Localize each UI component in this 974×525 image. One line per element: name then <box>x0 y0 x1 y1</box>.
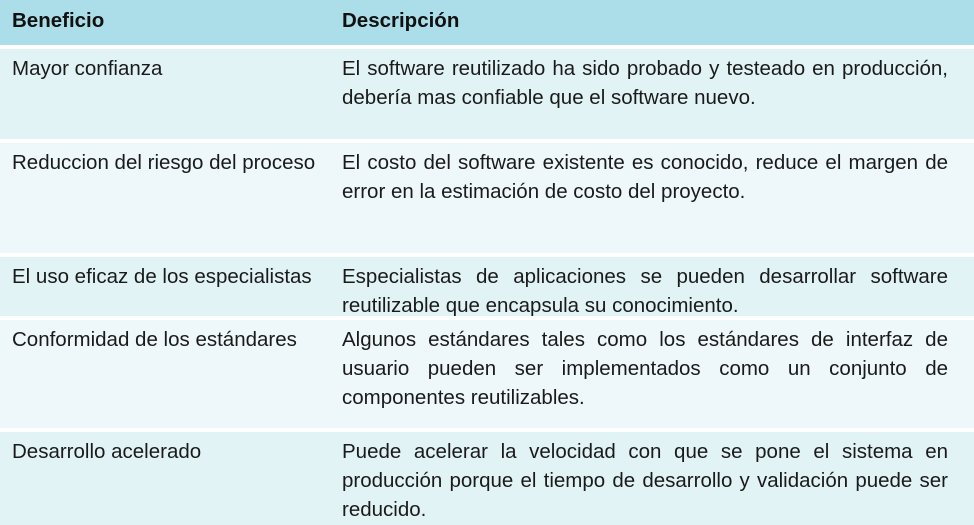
row-1-descripcion: El software reutilizado ha sido probado y testeado en producción, debería mas confiable que el software nuevo. <box>336 49 974 143</box>
row-4-beneficio: Conformidad de los estándares <box>0 320 336 432</box>
row-2-descripcion: El costo del software existente es conocido, reduce el margen de error en la estimación de costo del proyecto. <box>336 143 974 257</box>
row-3-descripcion: Especialistas de aplicaciones se pueden desarrollar software reutilizable que encapsula su conocimiento. <box>336 257 974 320</box>
row-4-descripcion: Algunos estándares tales como los estándares de interfaz de usuario pueden ser implementados como un conjunto de componentes reutilizables. <box>336 320 974 432</box>
row-3-beneficio: El uso eficaz de los especialistas <box>0 257 336 320</box>
row-5-descripcion: Puede acelerar la velocidad con que se pone el sistema en producción porque el tiempo de desarrollo y validación puede ser reducido. <box>336 432 974 525</box>
row-2-beneficio: Reduccion del riesgo del proceso <box>0 143 336 257</box>
row-1-beneficio: Mayor confianza <box>0 49 336 143</box>
row-5-beneficio: Desarrollo acelerado <box>0 432 336 525</box>
header-descripcion: Descripción <box>336 0 974 49</box>
header-beneficio: Beneficio <box>0 0 336 49</box>
